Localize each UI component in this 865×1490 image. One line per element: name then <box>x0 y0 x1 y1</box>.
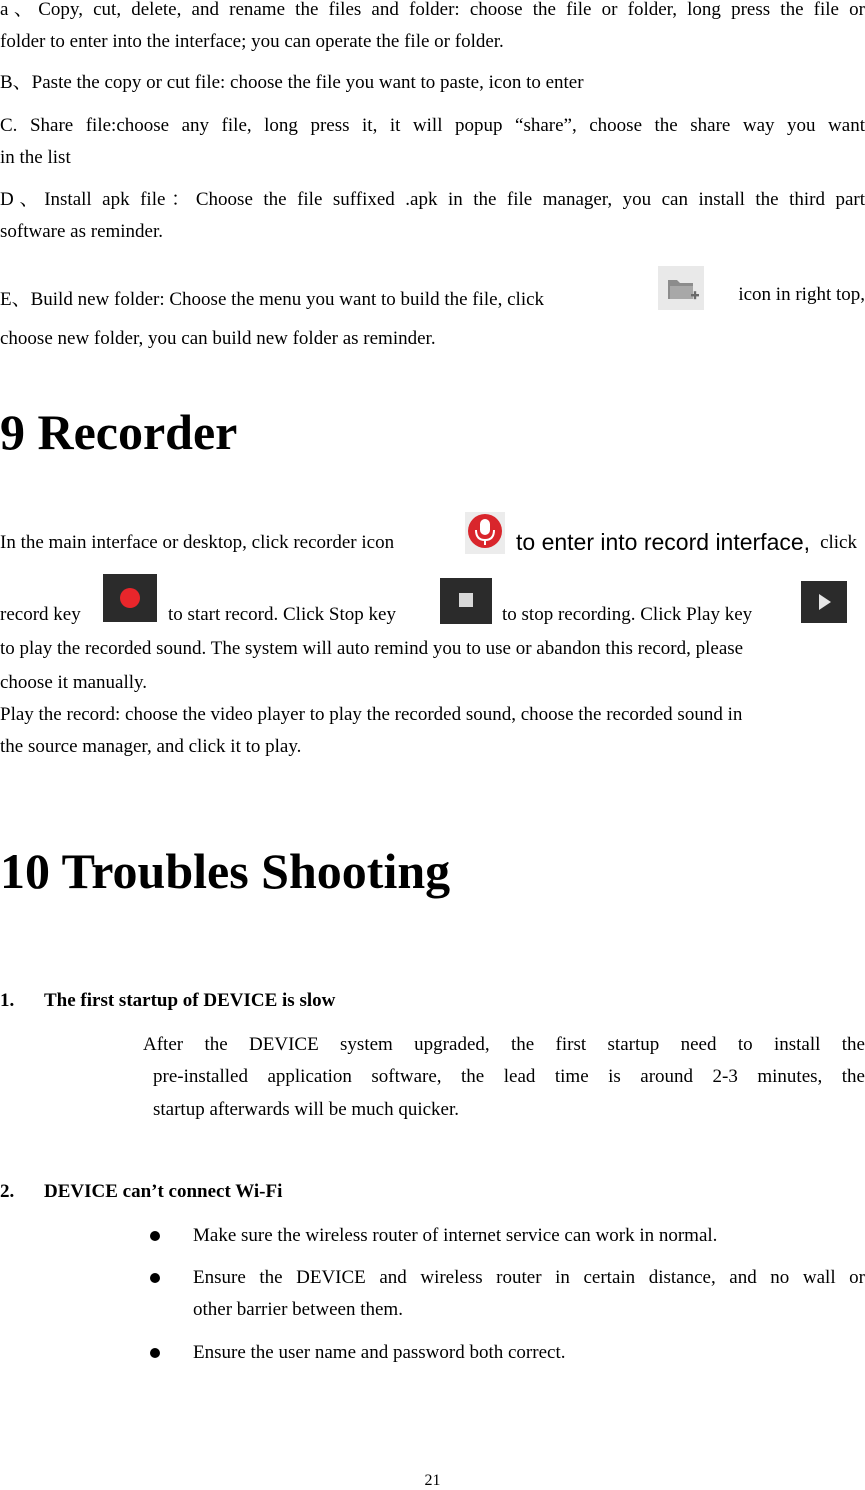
recorder-text-2c: to stop recording. Click Play key <box>502 604 753 625</box>
recorder-line6: the source manager, and click it to play. <box>0 736 302 757</box>
recorder-text-1a: In the main interface or desktop, click recorder icon <box>0 532 395 553</box>
recorder-line5: Play the record: choose the video player to play the recorded sound, choose the recorded sound in <box>0 704 743 725</box>
file-op-c-line1: C. Share file:choose any file, long press it, it will popup “share”, choose the share way you want <box>0 115 865 136</box>
trouble-item-2-heading: DEVICE can’t connect Wi-Fi <box>44 1181 283 1202</box>
folder-add-icon <box>658 266 704 316</box>
recorder-line4: choose it manually. <box>0 672 148 693</box>
bullet-text-continuation: other barrier between them. <box>193 1299 403 1320</box>
trouble-item-1-body-line1: After the DEVICE system upgraded, the first startup need to install the <box>143 1034 865 1055</box>
stop-square-icon <box>440 578 492 630</box>
microphone-icon <box>465 512 505 560</box>
file-op-c-line2: in the list <box>0 147 71 168</box>
recorder-text-2a: record key <box>0 604 81 625</box>
file-op-b-line: B、Paste the copy or cut file: choose the file you want to paste, icon to enter <box>0 72 584 93</box>
file-op-e-text-a: E、Build new folder: Choose the menu you want to build the file, click <box>0 289 545 310</box>
page-number: 21 <box>424 1472 441 1489</box>
trouble-item-1-body-line2: pre-installed application software, the lead time is around 2-3 minutes, the <box>153 1066 865 1087</box>
file-op-e-line2: choose new folder, you can build new folder as reminder. <box>0 328 436 349</box>
bullet-text: Ensure the user name and password both correct. <box>193 1342 566 1363</box>
record-dot-icon <box>103 574 157 628</box>
play-triangle-icon <box>801 581 847 629</box>
trouble-item-2-title <box>0 1181 865 1209</box>
recorder-line1 <box>0 512 865 564</box>
bullet-text: Make sure the wireless router of internet service can work in normal. <box>193 1225 718 1246</box>
bullet-dot-icon <box>150 1262 160 1289</box>
trouble-item-1-num: 1. <box>0 990 15 1011</box>
list-item <box>0 1262 865 1294</box>
file-op-a-line1: a、Copy, cut, delete, and rename the files and folder: choose the file or folder, long press the file or <box>0 0 865 20</box>
file-op-d-line2: software as reminder. <box>0 221 164 242</box>
bullet-dot-icon <box>150 1337 160 1364</box>
list-item <box>0 1220 865 1252</box>
list-item <box>0 1337 865 1369</box>
bullet-dot-icon <box>150 1220 160 1247</box>
trouble-item-1-title <box>0 990 865 1018</box>
troubles-heading: 10 Troubles Shooting <box>0 843 451 899</box>
trouble-item-1-body-line3: startup afterwards will be much quicker. <box>153 1099 460 1120</box>
trouble-item-2-num: 2. <box>0 1181 15 1202</box>
file-op-e-line1 <box>0 266 865 314</box>
recorder-text-2b: to start record. Click Stop key <box>168 604 396 625</box>
recorder-line2 <box>0 574 865 630</box>
file-op-d-line1: D、Install apk file：Choose the file suffixed .apk in the file manager, you can install the third part <box>0 189 865 210</box>
file-op-e-text-b: icon in right top, <box>738 284 865 305</box>
recorder-line3: to play the recorded sound. The system will auto remind you to use or abandon this record, please <box>0 638 744 659</box>
recorder-text-1b: to enter into record interface, <box>516 529 811 555</box>
recorder-heading: 9 Recorder <box>0 404 238 460</box>
trouble-item-1-heading: The first startup of DEVICE is slow <box>44 990 336 1011</box>
bullet-text: Ensure the DEVICE and wireless router in certain distance, and no wall or <box>193 1267 865 1288</box>
recorder-text-1c: click <box>820 532 857 553</box>
file-op-a-line2: folder to enter into the interface; you can operate the file or folder. <box>0 31 504 52</box>
